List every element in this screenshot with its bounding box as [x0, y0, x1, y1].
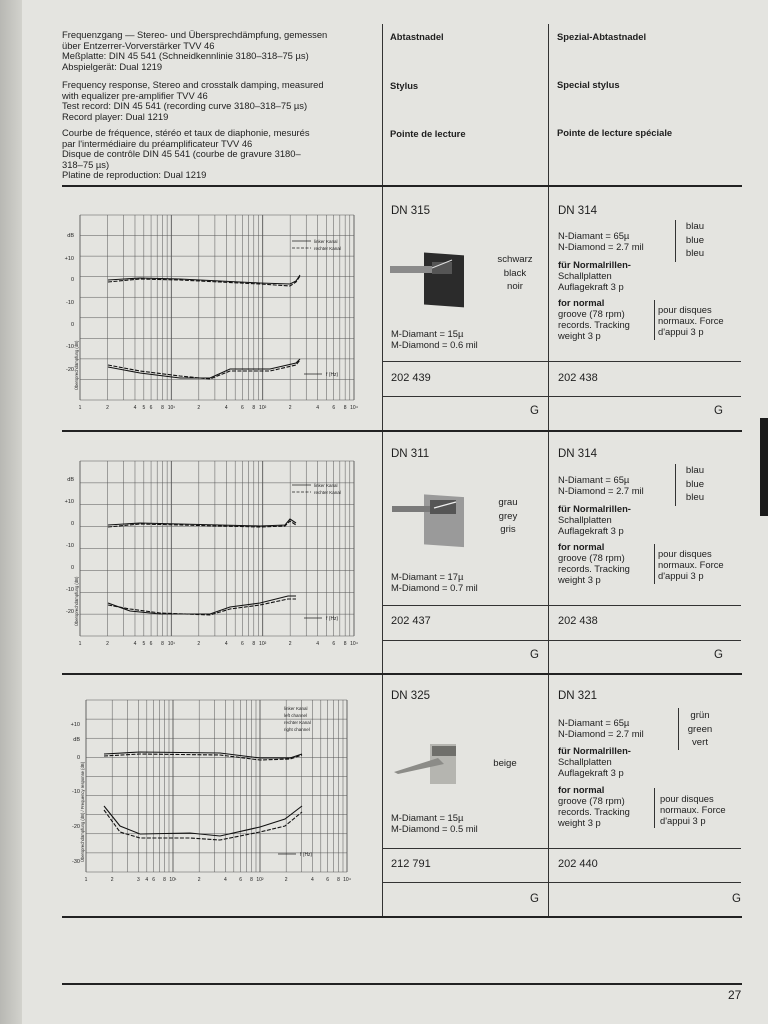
stylus-number: 202 439 — [391, 372, 431, 384]
color-name: green — [687, 723, 713, 735]
x-tick-label: 1 — [78, 405, 82, 411]
col3-header-de: Spezial-Abtastnadel — [557, 31, 647, 42]
y-tick-label: 0 — [70, 565, 74, 571]
frequency-graph-2 — [60, 453, 366, 653]
stylus-colors — [487, 757, 523, 771]
diamond-line: N-Diamond = 2.7 mil — [558, 728, 644, 739]
en-line: groove (78 rpm) — [558, 795, 625, 806]
row-rule — [383, 361, 741, 362]
x-tick-label: 10² — [259, 641, 267, 647]
y-tick-label: 0 — [76, 755, 80, 761]
section-rule — [62, 916, 742, 918]
y-tick-label: -20 — [72, 824, 80, 830]
en-line: records. Tracking — [558, 563, 630, 574]
diamond-line: M-Diamond = 0.7 mil — [391, 582, 478, 593]
x-tick-label: 2 — [284, 877, 288, 883]
fr-line: normaux. Force — [658, 315, 724, 326]
x-tick-label: 8 — [337, 877, 340, 883]
color-name: gris — [500, 524, 516, 535]
special-en-text — [558, 297, 630, 341]
color-bracket — [675, 220, 676, 262]
header-line: par l'intermédiaire du préamplificateur TVV 46 — [62, 137, 253, 149]
x-tick-label: 10⁴ — [343, 877, 351, 883]
legend-label: linker Kanal — [314, 239, 338, 244]
diamond-line: N-Diamant = 65µ — [558, 230, 630, 241]
de-line: für Normalrillen- — [558, 745, 631, 756]
stylus-g-mark: G — [530, 649, 539, 661]
en-line: weight 3 p — [558, 817, 601, 828]
x-tick-label: 4 — [310, 877, 314, 883]
fr-line: pour disques — [658, 548, 712, 559]
fr-line: pour disques — [660, 793, 714, 804]
row-rule — [383, 605, 741, 606]
en-line: records. Tracking — [558, 319, 630, 330]
y-tick-label: dB — [67, 233, 74, 239]
x-tick-label: 4 — [145, 877, 149, 883]
de-line: für Normalrillen- — [558, 503, 631, 514]
special-model: DN 314 — [558, 448, 597, 460]
color-name: bleu — [685, 248, 705, 259]
stylus-number: 212 791 — [391, 858, 431, 870]
y-tick-label: -10 — [72, 789, 80, 795]
x-tick-label: 4 — [316, 641, 320, 647]
special-diamond — [558, 230, 644, 252]
special-g-mark: G — [714, 649, 723, 661]
color-name: black — [503, 267, 527, 279]
col2-header-en: Stylus — [390, 80, 419, 91]
en-line: records. Tracking — [558, 806, 630, 817]
special-de-text — [558, 503, 631, 536]
color-bracket — [675, 464, 676, 506]
frequency-graph-3 — [60, 692, 366, 892]
de-line: Auflagekraft 3 p — [558, 525, 624, 536]
legend-label: rechter Kanal — [284, 720, 311, 725]
x-tick-label: 2 — [106, 641, 109, 647]
fr-bracket — [654, 788, 655, 828]
x-tick-label: 4 — [316, 405, 320, 411]
de-line: Auflagekraft 3 p — [558, 281, 624, 292]
stylus-image — [388, 248, 470, 306]
stylus-diamond — [391, 812, 478, 834]
diamond-line: N-Diamond = 2.7 mil — [558, 241, 644, 252]
color-name: blau — [685, 221, 705, 232]
header-line: Disque de contrôle DIN 45 541 (courbe de gravure 3180– — [62, 148, 301, 160]
y-tick-label: 0 — [70, 521, 74, 527]
special-de-text — [558, 259, 631, 292]
x-tick-label: 8 — [252, 405, 256, 411]
section-rule — [62, 673, 742, 675]
header-line: Frequency response, Stereo and crosstalk damping, measured — [62, 79, 324, 90]
col2-header-de: Abtastnadel — [390, 31, 444, 42]
x-tick-label: 2 — [197, 877, 201, 883]
header-line: Test record: DIN 45 541 (recording curve 3180–318–75 µs) — [62, 100, 308, 112]
x-tick-label: 6 — [152, 877, 156, 883]
legend-label: rechter Kanal — [314, 490, 341, 495]
col3-header-en: Special stylus — [557, 79, 620, 90]
y-tick-label: dB — [73, 737, 80, 743]
x-tick-label: 10¹ — [167, 641, 175, 647]
header-line: über Entzerrer-Vorverstärker TVV 46 — [62, 39, 215, 51]
color-name: blue — [685, 478, 705, 490]
x-tick-label: 4 — [133, 405, 137, 411]
stylus-model: DN 325 — [391, 690, 430, 702]
vertical-axis-label: Übersprechdämpfung (dB) — [74, 340, 79, 390]
fr-bracket — [654, 300, 655, 340]
en-line: weight 3 p — [558, 574, 601, 585]
special-en-text — [558, 541, 630, 585]
page-shadow — [0, 0, 22, 1024]
legend-label: right channel — [284, 727, 310, 732]
section-rule — [62, 430, 742, 432]
vertical-axis-label: Übersprechdämpfung (dB) — [74, 576, 79, 626]
color-name: schwarz — [497, 254, 533, 265]
stylus-colors — [490, 496, 526, 537]
frequency-graph-1 — [60, 205, 366, 411]
header-en — [62, 80, 378, 122]
special-de-text — [558, 745, 631, 778]
special-colors — [678, 464, 712, 505]
x-tick-label: 8 — [343, 405, 347, 411]
fr-line: d'appui 3 p — [660, 815, 706, 826]
row-rule — [383, 848, 741, 849]
footer-rule — [62, 983, 742, 985]
stylus-g-mark: G — [530, 405, 539, 417]
color-name: blau — [685, 465, 705, 476]
x-tick-label: 6 — [149, 405, 153, 411]
x-tick-label: 6 — [239, 877, 243, 883]
vertical-axis-label: Übersprechdämpfung (dB) / Frequency response (dB) — [80, 761, 85, 862]
special-diamond — [558, 474, 644, 496]
x-tick-label: 8 — [252, 641, 256, 647]
x-tick-label: 2 — [288, 641, 292, 647]
header-fr — [62, 128, 378, 181]
special-fr-text — [658, 304, 724, 337]
row-rule — [383, 396, 741, 397]
header-de — [62, 30, 378, 72]
header-line: Record player: Dual 1219 — [62, 110, 169, 122]
x-tick-label: 4 — [133, 641, 137, 647]
stylus-image — [390, 738, 472, 788]
diamond-line: M-Diamant = 15µ — [391, 328, 464, 339]
x-tick-label: 10¹ — [169, 877, 177, 883]
color-name: bleu — [685, 492, 705, 503]
diamond-line: M-Diamond = 0.6 mil — [391, 339, 478, 350]
y-tick-label: -10 — [66, 543, 74, 549]
y-tick-label: -10 — [66, 300, 74, 306]
y-tick-label: -10 — [66, 587, 74, 593]
color-name: grün — [690, 710, 710, 721]
header-line: with equalizer pre-amplifier TVV 46 — [62, 89, 208, 101]
response-curve — [108, 360, 300, 379]
y-tick-label: -30 — [72, 859, 80, 865]
x-tick-label: 6 — [149, 641, 153, 647]
x-tick-label: 6 — [332, 405, 336, 411]
color-name: vert — [692, 737, 708, 748]
de-line: Auflagekraft 3 p — [558, 767, 624, 778]
x-tick-label: 5 — [142, 641, 146, 647]
special-g-mark: G — [714, 405, 723, 417]
diamond-line: N-Diamond = 2.7 mil — [558, 485, 644, 496]
x-tick-label: 2 — [288, 405, 292, 411]
special-colors — [678, 220, 712, 261]
response-curve — [108, 359, 300, 378]
x-tick-label: 10¹ — [167, 405, 175, 411]
fr-bracket — [654, 544, 655, 584]
color-name: blue — [685, 234, 705, 246]
special-model: DN 314 — [558, 205, 597, 217]
de-line: Schallplatten — [558, 270, 612, 281]
header-line: Courbe de fréquence, stéréo et taux de diaphonie, mesurés — [62, 127, 310, 138]
stylus-model: DN 311 — [391, 448, 430, 460]
diamond-line: N-Diamant = 65µ — [558, 474, 630, 485]
x-tick-label: 10² — [259, 405, 267, 411]
color-name: grey — [498, 510, 518, 522]
axis-label: f (Hz) — [326, 372, 339, 378]
fr-line: pour disques — [658, 304, 712, 315]
response-curve — [108, 519, 296, 526]
axis-label: f (Hz) — [326, 616, 339, 622]
legend-label: rechter Kanal — [314, 246, 341, 251]
response-curve — [108, 596, 296, 614]
row-rule — [383, 882, 741, 883]
en-line: groove (78 rpm) — [558, 308, 625, 319]
en-line: groove (78 rpm) — [558, 552, 625, 563]
x-tick-label: 8 — [161, 405, 164, 411]
en-line: weight 3 p — [558, 330, 601, 341]
y-tick-label: -20 — [66, 367, 74, 373]
response-curve — [104, 806, 302, 836]
legend-label: left channel — [284, 713, 308, 718]
special-fr-text — [658, 548, 724, 581]
page-tab-marker — [760, 418, 768, 516]
x-tick-label: 3 — [136, 877, 140, 883]
stylus-number: 202 437 — [391, 615, 431, 627]
y-tick-label: dB — [67, 477, 74, 483]
x-tick-label: 8 — [343, 641, 347, 647]
y-tick-label: +10 — [70, 722, 80, 728]
y-tick-label: -10 — [66, 344, 74, 350]
y-tick-label: +10 — [64, 256, 74, 262]
color-bracket — [678, 708, 679, 750]
x-tick-label: 10⁴ — [350, 405, 358, 411]
special-number: 202 440 — [558, 858, 598, 870]
special-diamond — [558, 717, 644, 739]
y-tick-label: 0 — [70, 322, 74, 328]
x-tick-label: 8 — [161, 641, 164, 647]
header-line: 318–75 µs) — [62, 158, 110, 170]
y-tick-label: +10 — [64, 499, 74, 505]
special-en-text — [558, 784, 630, 828]
x-tick-label: 2 — [106, 405, 109, 411]
de-line: für Normalrillen- — [558, 259, 631, 270]
x-tick-label: 4 — [223, 877, 227, 883]
page-number: 27 — [728, 988, 742, 1002]
column-divider-1 — [382, 24, 383, 917]
response-curve — [104, 754, 302, 760]
y-tick-label: 0 — [70, 277, 74, 283]
x-tick-label: 10² — [256, 877, 264, 883]
header-line: Frequenzgang — Stereo- und Übersprechdämpfung, gemessen — [62, 29, 328, 40]
diamond-line: N-Diamant = 65µ — [558, 717, 630, 728]
fr-line: normaux. Force — [660, 804, 726, 815]
header-line: Platine de reproduction: Dual 1219 — [62, 169, 207, 181]
de-line: Schallplatten — [558, 514, 612, 525]
header-line: Abspielgerät: Dual 1219 — [62, 60, 163, 72]
stylus-diamond — [391, 328, 478, 350]
en-line: for normal — [558, 784, 605, 795]
x-tick-label: 4 — [224, 405, 228, 411]
stylus-image — [390, 488, 472, 546]
fr-line: d'appui 3 p — [658, 326, 704, 337]
fr-line: d'appui 3 p — [658, 570, 704, 581]
stylus-model: DN 315 — [391, 205, 430, 217]
column-divider-2 — [548, 24, 549, 917]
legend-label: linker Kanal — [314, 483, 338, 488]
x-tick-label: 6 — [326, 877, 330, 883]
x-tick-label: 8 — [163, 877, 166, 883]
special-model: DN 321 — [558, 690, 597, 702]
diamond-line: M-Diamant = 15µ — [391, 812, 464, 823]
y-tick-label: -20 — [66, 609, 74, 615]
de-line: Schallplatten — [558, 756, 612, 767]
x-tick-label: 4 — [224, 641, 228, 647]
col3-header-fr: Pointe de lecture spéciale — [557, 127, 673, 138]
header-line: Meßplatte: DIN 45 541 (Schneidkennlinie 3180–318–75 µs) — [62, 50, 309, 62]
legend-label: linker Kanal — [284, 706, 308, 711]
x-tick-label: 1 — [84, 877, 88, 883]
x-tick-label: 10⁴ — [350, 641, 358, 647]
x-tick-label: 2 — [197, 405, 201, 411]
diamond-line: M-Diamond = 0.5 mil — [391, 823, 478, 834]
x-tick-label: 2 — [110, 877, 114, 883]
special-number: 202 438 — [558, 372, 598, 384]
en-line: for normal — [558, 541, 605, 552]
en-line: for normal — [558, 297, 605, 308]
stylus-diamond — [391, 571, 478, 593]
col2-header-fr: Pointe de lecture — [390, 128, 466, 139]
diamond-line: M-Diamant = 17µ — [391, 571, 464, 582]
x-tick-label: 6 — [241, 405, 244, 411]
special-colors — [681, 709, 719, 750]
header-rule — [62, 185, 742, 187]
color-name: grau — [498, 497, 518, 508]
stylus-colors — [493, 253, 537, 294]
x-tick-label: 2 — [197, 641, 201, 647]
response-curve — [108, 276, 300, 286]
x-tick-label: 6 — [241, 641, 244, 647]
x-tick-label: 5 — [142, 405, 146, 411]
row-rule — [383, 640, 741, 641]
color-name: noir — [507, 281, 523, 292]
color-name: beige — [493, 758, 517, 769]
special-g-mark: G — [732, 893, 741, 905]
stylus-g-mark: G — [530, 893, 539, 905]
x-tick-label: 6 — [332, 641, 336, 647]
special-fr-text — [660, 793, 726, 826]
x-tick-label: 8 — [250, 877, 253, 883]
x-tick-label: 1 — [78, 641, 82, 647]
axis-label: f (Hz) — [300, 852, 313, 858]
special-number: 202 438 — [558, 615, 598, 627]
fr-line: normaux. Force — [658, 559, 724, 570]
